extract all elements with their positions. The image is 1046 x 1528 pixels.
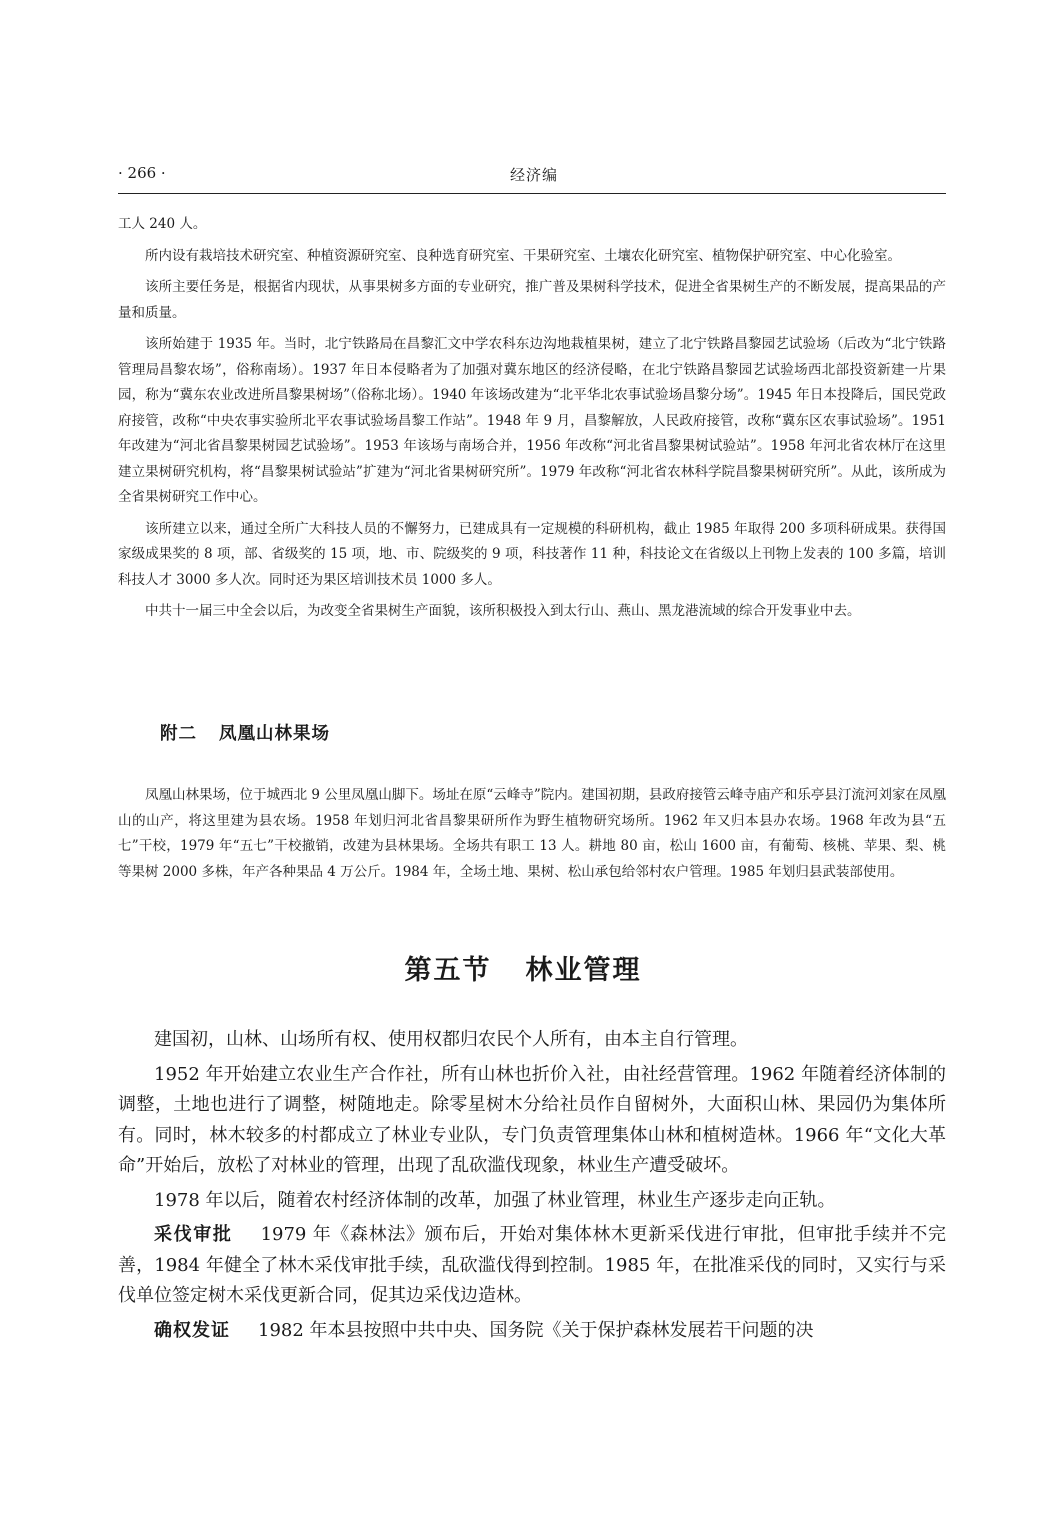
- term-rights-certification: 确权发证: [154, 1319, 230, 1341]
- forestry-text-block: [118, 1025, 946, 1350]
- paragraph: [118, 1220, 946, 1312]
- section-title: 林业管理: [525, 955, 642, 986]
- paragraph: 该所主要任务是，根据省内现状，从事果树多方面的专业研究，推广普及果树科学技术，促进全省果树生产的不断发展，提高果品的产量和质量。: [118, 279, 946, 321]
- paragraph: [118, 1316, 946, 1347]
- paragraph: 凤凰山林果场，位于城西北 9 公里凤凰山脚下。场址在原“云峰寺”院内。建国初期，县政府接管云峰寺庙产和乐亭县汀流河刘家在凤凰山的山产，将这里建为县农场。1958 年划归河北省昌黎果研所作为野生植物研究场所。1962 年又归本县办农场。1968 年改为县“五七”干校，1979 年“五七”干校撤销，改建为县林果场。全场共有职工 13 人。耕地 80 亩，松山 1600 亩，有葡萄、核桃、苹果、梨、桃等果树 2000 多株，年产各种果品 4 万公斤。1984 年，全场土地、果树、松山承包给邻村农户管理。1985 年划归县武装部使用。: [118, 787, 946, 880]
- appendix-title: 凤凰山林果场: [219, 724, 330, 744]
- paragraph: 该所建立以来，通过全所广大科技人员的不懈努力，已建成具有一定规模的科研机构，截止 1985 年取得 200 多项科研成果。获得国家级成果奖的 8 项，部、省级奖的 15 项，地、市、院级奖的 9 项，科技著作 11 种，科技论文在省级以上刊物上发表的 100 多篇，培训科技人才 3000 多人次。同时还为果区培训技术员 1000 多人。: [118, 520, 946, 588]
- paragraph: 1952 年开始建立农业生产合作社，所有山林也折价入社，由社经营管理。1962 年随着经济体制的调整，土地也进行了调整，树随地走。除零星树木分给社员作自留树外，大面积山林、果园仍为集体所有。同时，林木较多的村都成立了林业专业队，专门负责管理集体山林和植树造林。1966 年“文化大革命”开始后，放松了对林业的管理，出现了乱砍滥伐现象，林业生产遭受破坏。: [118, 1063, 946, 1176]
- term-harvest-approval: 采伐审批: [154, 1224, 233, 1245]
- page-header: [118, 164, 946, 188]
- institute-text-block: [118, 212, 946, 631]
- farm-text-block: [118, 783, 946, 891]
- section-heading: [0, 948, 1046, 987]
- paragraph: 中共十一届三中全会以后，为改变全省果树生产面貌，该所积极投入到太行山、燕山、黑龙港流域的综合开发事业中去。: [145, 603, 861, 619]
- section-label: 第五节: [404, 955, 492, 986]
- paragraph-text: 1979 年《森林法》颁布后，开始对集体林木更新采伐进行审批，但审批手续并不完善，1984 年健全了林木采伐审批手续，乱砍滥伐得到控制。1985 年，在批准采伐的同时，又实行与采伐单位签定树木采伐更新合同，促其边采伐边造林。: [118, 1224, 946, 1306]
- paragraph: 工人 240 人。: [118, 216, 207, 232]
- running-title: 经济编: [510, 166, 559, 184]
- paragraph: 该所始建于 1935 年。当时，北宁铁路局在昌黎汇文中学农科东边沟地栽植果树，建立了北宁铁路昌黎园艺试验场（后改为“北宁铁路管理局昌黎农场”，俗称南场）。1937 年日本侵略者为了加强对冀东地区的经济侵略，在北宁铁路昌黎园艺试验场西北部投资新建一片果园，称为“冀东农业改进所昌黎果树场”（俗称北场）。1940 年该场改建为“北平华北农事试验场昌黎分场”。1945 年日本投降后，国民党政府接管，改称“中央农事实验所北平农事试验场昌黎工作站”。1948 年 9 月，昌黎解放，人民政府接管，改称“冀东区农事试验场”。1951 年改建为“河北省昌黎果树园艺试验场”。1953 年该场与南场合并，1956 年改称“河北省昌黎果树试验站”。1958 年河北省农林厅在这里建立果树研究机构，将“昌黎果树试验站”扩建为“河北省果树研究所”。1979 年改称“河北省农林科学院昌黎果树研究所”。从此，该所成为全省果树研究工作中心。: [118, 336, 946, 505]
- appendix-label: 附二: [160, 724, 197, 744]
- page-number: · 266 ·: [118, 164, 166, 182]
- appendix-heading: [160, 720, 330, 745]
- paragraph-text: 1982 年本县按照中共中央、国务院《关于保护森林发展若干问题的决: [258, 1319, 814, 1341]
- header-rule: [118, 193, 946, 194]
- paragraph: 所内设有栽培技术研究室、种植资源研究室、良种选育研究室、干果研究室、土壤农化研究室、植物保护研究室、中心化验室。: [145, 247, 901, 264]
- paragraph: 建国初，山林、山场所有权、使用权都归农民个人所有，由本主自行管理。: [154, 1029, 748, 1050]
- paragraph: 1978 年以后，随着农村经济体制的改革，加强了林业管理，林业生产逐步走向正轨。: [154, 1189, 836, 1211]
